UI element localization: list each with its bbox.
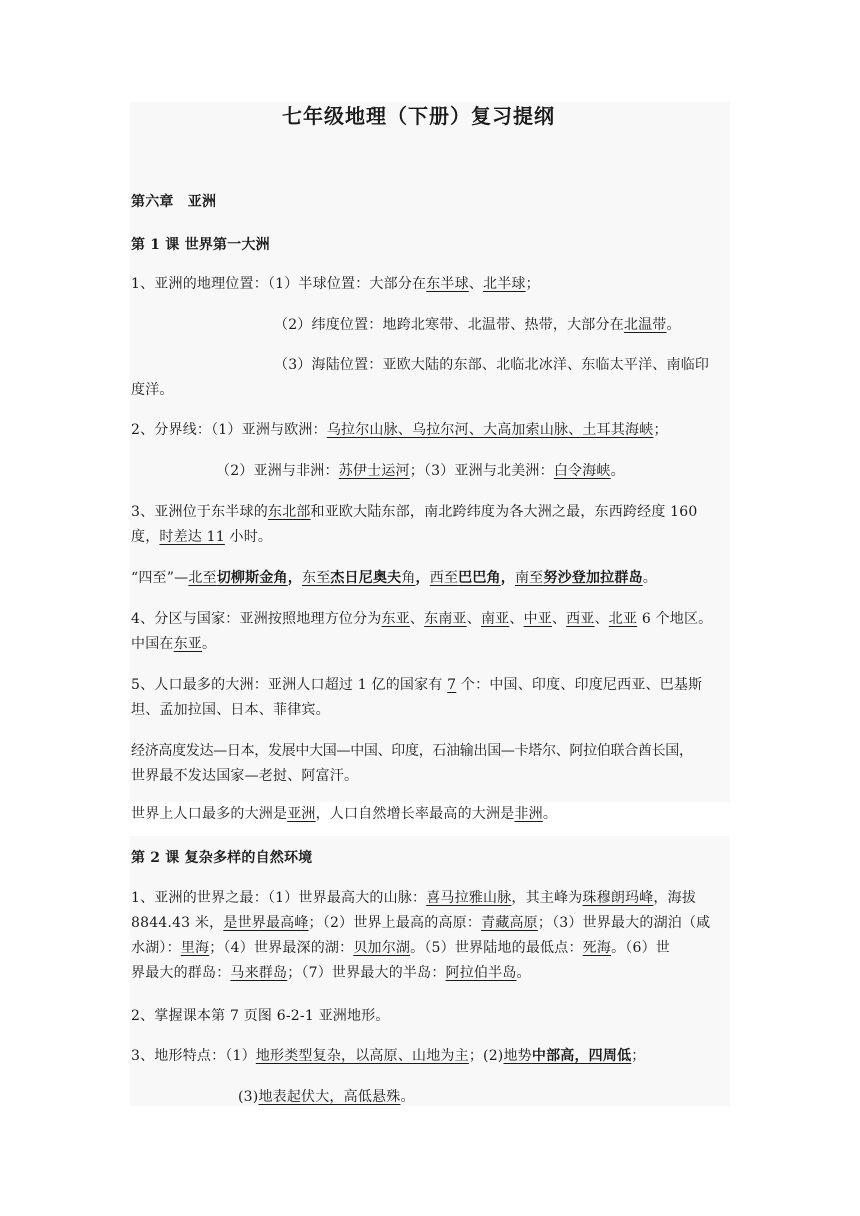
lesson-heading: 第 2 课 复杂多样的自然环境 (131, 850, 313, 866)
answer-text: 苏伊士运河 (338, 463, 410, 479)
answer-text: 亚洲 (287, 806, 316, 822)
answer-text: 非洲 (514, 806, 543, 822)
answer-text: 东北部 (267, 504, 311, 520)
answer-text: 东亚 (381, 611, 410, 627)
answer-text: 西亚 (566, 611, 595, 627)
chapter-heading: 第六章 亚洲 (131, 194, 217, 210)
answer-text: 时差达 11 (159, 529, 225, 545)
answer-text: 白令海峡 (553, 463, 611, 479)
paragraph: 中国在东亚。 (131, 636, 217, 652)
answer-text: 北亚 (608, 611, 638, 627)
answer-text: 里海 (180, 940, 210, 956)
paragraph: 世界最不发达国家—老挝、阿富汗。 (131, 768, 359, 784)
answer-text: 地表起伏大，高低悬殊 (258, 1089, 401, 1105)
answer-text: 死海 (582, 940, 612, 956)
answer-text: 东半球 (426, 276, 469, 292)
answer-text: 乌拉尔山脉、乌拉尔河、大高加索山脉、土耳其海峡 (326, 422, 654, 438)
answer-text: 青藏高原 (481, 915, 538, 931)
answer-text: 7 (447, 677, 457, 693)
text-shading (130, 102, 730, 802)
answer-text: 努沙登加拉群岛 (543, 570, 643, 586)
paragraph: 世界上人口最多的大洲是亚洲，人口自然增长率最高的大洲是非洲。 (131, 806, 558, 822)
paragraph: 3、亚洲位于东半球的东北部和亚欧大陆东部，南北跨纬度为各大洲之最，东西跨经度 160 (131, 504, 698, 520)
answer-text: 东南亚 (424, 611, 467, 627)
answer-text: 是世界最高峰 (223, 915, 309, 931)
answer-text: 中部高，四周低 (531, 1048, 632, 1064)
paragraph: 1、亚洲的地理位置：（1）半球位置：大部分在东半球、北半球； (131, 276, 540, 292)
answer-text: 贝加尔湖 (353, 940, 411, 956)
paragraph: 2、掌握课本第 7 页图 6-2-1 亚洲地形。 (131, 1008, 390, 1024)
answer-text: 切柳斯金角 (216, 570, 288, 586)
answer-text: 东至 (301, 570, 331, 586)
answer-text: 南亚 (480, 611, 510, 627)
page-title: 七年级地理（下册）复习提纲 (282, 104, 555, 128)
paragraph: 度洋。 (131, 382, 174, 398)
answer-text: 北半球 (483, 276, 526, 292)
answer-text: 阿拉伯半岛 (445, 965, 517, 981)
paragraph: 8844.43 米，是世界最高峰；（2）世界上最高的高原：青藏高原；（3）世界最大的湖泊（咸 (131, 915, 711, 931)
answer-text: 西至 (429, 570, 459, 586)
paragraph: （3）海陆位置：亚欧大陆的东部、北临北冰洋、东临太平洋、南临印 (274, 357, 710, 373)
paragraph: 3、地形特点：（1）地形类型复杂，以高原、山地为主；(2)地势中部高，四周低； (131, 1048, 646, 1064)
lesson-heading: 第 1 课 世界第一大洲 (131, 237, 270, 253)
answer-text: 喜马拉雅山脉 (426, 890, 512, 906)
answer-text: 北至 (188, 570, 217, 586)
paragraph: 2、分界线：（1）亚洲与欧洲：乌拉尔山脉、乌拉尔河、大高加索山脉、土耳其海峡； (131, 422, 668, 438)
answer-text: 东亚 (173, 636, 203, 652)
paragraph: (3)地表起伏大，高低悬殊。 (238, 1089, 415, 1105)
answer-text: 杰日尼奥夫 (330, 570, 402, 586)
paragraph: 界最大的群岛：马来群岛；（7）世界最大的半岛：阿拉伯半岛。 (131, 965, 531, 981)
paragraph: 度，时差达 11 小时。 (131, 529, 273, 545)
paragraph: （2）亚洲与非洲：苏伊士运河；（3）亚洲与北美洲：白令海峡。 (216, 463, 625, 479)
answer-text: 南至 (514, 570, 544, 586)
answer-text: 珠穆朗玛峰 (582, 890, 654, 906)
answer-text: 角 (401, 570, 416, 586)
answer-text: 中亚 (523, 611, 552, 627)
paragraph: 经济高度发达—日本，发展中大国—中国、印度，石油输出国—卡塔尔、阿拉伯联合酋长国， (131, 743, 693, 759)
paragraph: “四至”—北至切柳斯金角，东至杰日尼奥夫角，西至巴巴角，南至努沙登加拉群岛。 (131, 570, 657, 586)
paragraph: 水湖）：里海；（4）世界最深的湖：贝加尔湖。（5）世界陆地的最低点：死海。（6）世 (131, 940, 670, 956)
paragraph: 1、亚洲的世界之最：（1）世界最高大的山脉：喜马拉雅山脉，其主峰为珠穆朗玛峰，海拔 (131, 890, 697, 906)
paragraph: （2）纬度位置：地跨北寒带、北温带、热带，大部分在北温带。 (274, 317, 681, 333)
answer-text: 地势 (503, 1048, 532, 1064)
answer-text: 地形类型复杂，以高原、山地为主 (255, 1048, 469, 1064)
answer-text: 北温带 (623, 317, 667, 333)
paragraph: 坦、孟加拉国、日本、菲律宾。 (131, 702, 330, 718)
answer-text: 巴巴角 (458, 570, 501, 586)
paragraph: 4、分区与国家：亚洲按照地理方位分为东亚、东南亚、南亚、中亚、西亚、北亚 6 个地区。 (131, 611, 713, 627)
answer-text: 马来群岛 (230, 965, 288, 981)
paragraph: 5、人口最多的大洲：亚洲人口超过 1 亿的国家有 7 个：中国、印度、印度尼西亚、巴基斯 (131, 677, 703, 693)
